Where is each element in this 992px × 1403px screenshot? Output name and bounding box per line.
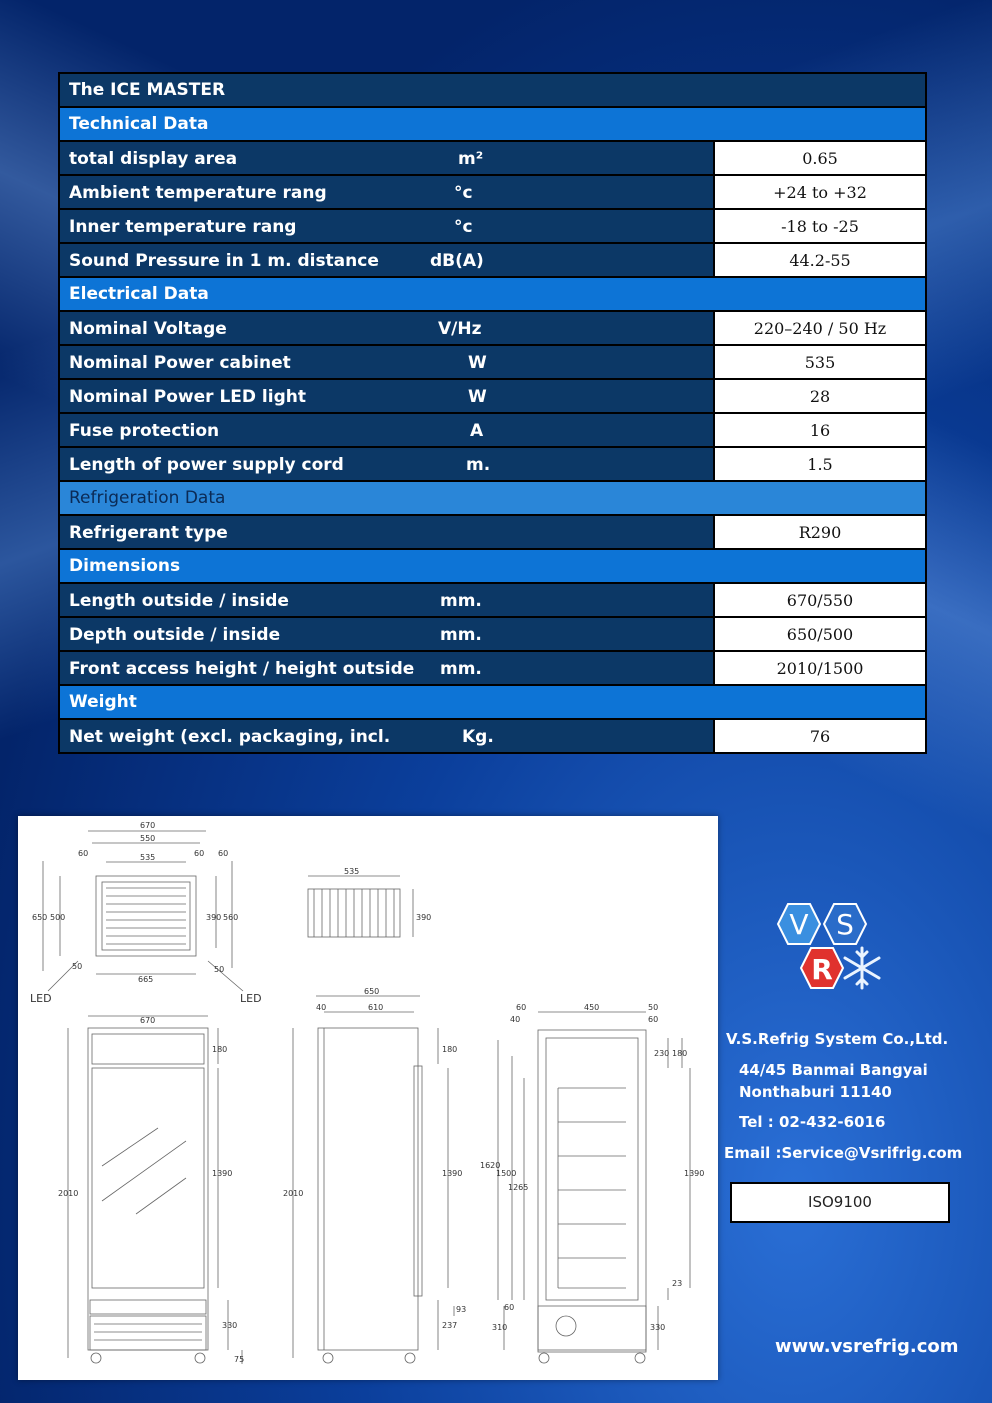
- section-title: Refrigeration Data: [59, 481, 926, 515]
- spec-label-cell: [59, 651, 714, 685]
- spec-label: Nominal Voltage: [69, 319, 227, 339]
- spec-unit: °c: [454, 217, 473, 237]
- section-row: [59, 107, 926, 141]
- top-view-grid: [106, 888, 186, 944]
- dim-text: 60: [648, 1015, 659, 1024]
- dim-text: 180: [212, 1045, 228, 1054]
- dim-text: 2010: [283, 1189, 304, 1198]
- dim-text: 500: [50, 913, 66, 922]
- dim-text: 50: [214, 965, 225, 974]
- spec-label-cell: [59, 141, 714, 175]
- table-row: [59, 583, 926, 617]
- spec-value: 220–240 / 50 Hz: [714, 311, 926, 345]
- spec-label-cell: [59, 515, 714, 549]
- spec-label-cell: [59, 583, 714, 617]
- table-row: [59, 311, 926, 345]
- company-name: V.S.Refrig System Co.,Ltd.: [726, 1030, 949, 1048]
- dim-text: 550: [140, 834, 156, 843]
- spec-unit: mm.: [440, 625, 482, 645]
- spec-label-cell: [59, 345, 714, 379]
- dim-text: 390: [206, 913, 222, 922]
- company-email: Email :Service@Vsrifrig.com: [724, 1144, 963, 1162]
- spec-label: Nominal Power LED light: [69, 387, 306, 407]
- spec-label: Inner temperature rang: [69, 217, 297, 237]
- spec-unit: mm.: [440, 591, 482, 611]
- spec-value: 28: [714, 379, 926, 413]
- spec-value: 0.65: [714, 141, 926, 175]
- dim-text: 50: [72, 962, 83, 971]
- table-title-row: [59, 73, 926, 107]
- spec-unit: W: [468, 387, 487, 407]
- dim-text: 93: [456, 1305, 467, 1314]
- dim-text: 560: [223, 913, 239, 922]
- dim-text: 40: [510, 1015, 521, 1024]
- spec-table: [58, 72, 927, 754]
- spec-value: 535: [714, 345, 926, 379]
- dim-text: 1500: [496, 1169, 517, 1178]
- spec-label-cell: [59, 209, 714, 243]
- spec-unit: m²: [458, 149, 484, 169]
- spec-unit: V/Hz: [438, 319, 482, 339]
- company-phone: Tel : 02-432-6016: [739, 1113, 886, 1131]
- dim-text: 180: [672, 1049, 688, 1058]
- spec-label: Nominal Power cabinet: [69, 353, 291, 373]
- dim-text: 1390: [442, 1169, 463, 1178]
- section-title: Technical Data: [59, 107, 926, 141]
- led-label-left: LED: [30, 992, 52, 1005]
- dim-text: 50: [648, 1003, 659, 1012]
- dim-text: 23: [672, 1279, 683, 1288]
- iso-badge: ISO9100: [730, 1182, 950, 1223]
- section-row: [59, 685, 926, 719]
- dim-text: 60: [194, 849, 205, 858]
- table-title: The ICE MASTER: [59, 73, 926, 107]
- spec-unit: W: [468, 353, 487, 373]
- spec-label-cell: [59, 175, 714, 209]
- dim-text: 1390: [684, 1169, 705, 1178]
- dim-text: 610: [368, 1003, 384, 1012]
- dim-text: 60: [516, 1003, 527, 1012]
- table-row: [59, 719, 926, 753]
- dim-text: 40: [316, 1003, 327, 1012]
- dim-text: 230: [654, 1049, 670, 1058]
- spec-label: Fuse protection: [69, 421, 220, 441]
- website-link[interactable]: www.vsrefrig.com: [775, 1336, 959, 1357]
- table-row: [59, 141, 926, 175]
- logo-letter: V: [789, 908, 809, 941]
- spec-value: R290: [714, 515, 926, 549]
- table-row: [59, 209, 926, 243]
- dim-text: 330: [222, 1321, 238, 1330]
- logo-letter: S: [836, 908, 854, 941]
- spec-label: total display area: [69, 149, 238, 169]
- dim-text: 1620: [480, 1161, 501, 1170]
- dim-text: 1390: [212, 1169, 233, 1178]
- spec-label: Sound Pressure in 1 m. distance: [69, 251, 379, 271]
- dim-text: 650: [364, 987, 380, 996]
- section-title: Weight: [59, 685, 926, 719]
- led-label-right: LED: [240, 992, 262, 1005]
- spec-label: Length of power supply cord: [69, 455, 344, 475]
- spec-label-cell: [59, 719, 714, 753]
- spec-unit: m.: [466, 455, 491, 475]
- spec-unit: dB(A): [430, 251, 484, 271]
- dim-text: 75: [234, 1355, 245, 1364]
- spec-label-cell: [59, 379, 714, 413]
- dim-text: 60: [504, 1303, 515, 1312]
- spec-value: -18 to -25: [714, 209, 926, 243]
- spec-value: 670/550: [714, 583, 926, 617]
- spec-label-cell: [59, 447, 714, 481]
- spec-label-cell: [59, 617, 714, 651]
- spec-label-cell: [59, 413, 714, 447]
- dim-text: 237: [442, 1321, 458, 1330]
- spec-label: Ambient temperature rang: [69, 183, 327, 203]
- technical-drawing: [18, 816, 718, 1380]
- section-row: [59, 277, 926, 311]
- spec-value: 2010/1500: [714, 651, 926, 685]
- dim-text: 535: [140, 853, 156, 862]
- dim-text: 650: [32, 913, 48, 922]
- table-row: [59, 651, 926, 685]
- spec-label-cell: [59, 243, 714, 277]
- dim-text: 330: [650, 1323, 666, 1332]
- dim-text: 60: [78, 849, 89, 858]
- table-row: [59, 379, 926, 413]
- dim-text: 450: [584, 1003, 600, 1012]
- dim-text: 1265: [508, 1183, 529, 1192]
- spec-value: 1.5: [714, 447, 926, 481]
- spec-unit: A: [470, 421, 484, 441]
- dim-text: 180: [442, 1045, 458, 1054]
- table-row: [59, 617, 926, 651]
- logo-letter: R: [811, 953, 833, 986]
- company-address-line2: Nonthaburi 11140: [739, 1083, 892, 1101]
- table-row: [59, 243, 926, 277]
- spec-value: +24 to +32: [714, 175, 926, 209]
- section-title: Electrical Data: [59, 277, 926, 311]
- snowflake-icon: [845, 948, 879, 988]
- spec-value: 44.2-55: [714, 243, 926, 277]
- company-address-line1: 44/45 Banmai Bangyai: [739, 1061, 928, 1079]
- spec-value: 76: [714, 719, 926, 753]
- spec-value: 16: [714, 413, 926, 447]
- dim-text: 2010: [58, 1189, 79, 1198]
- vsr-logo: [762, 902, 892, 1002]
- dim-text: 60: [218, 849, 229, 858]
- spec-label-cell: [59, 311, 714, 345]
- dim-text: 390: [416, 913, 432, 922]
- table-row: [59, 175, 926, 209]
- spec-label: Depth outside / inside: [69, 625, 281, 645]
- spec-unit: Kg.: [462, 727, 494, 747]
- table-row: [59, 413, 926, 447]
- spec-unit: mm.: [440, 659, 482, 679]
- spec-value: 650/500: [714, 617, 926, 651]
- dim-text: 670: [140, 1016, 156, 1025]
- table-row: [59, 345, 926, 379]
- table-row: [59, 515, 926, 549]
- section-row: [59, 481, 926, 515]
- spec-label: Net weight (excl. packaging, incl.: [69, 727, 391, 747]
- spec-label: Front access height / height outside: [69, 659, 415, 679]
- spec-label: Refrigerant type: [69, 523, 228, 543]
- spec-label: Length outside / inside: [69, 591, 289, 611]
- section-row: [59, 549, 926, 583]
- dim-text: 670: [140, 821, 156, 830]
- dim-text: 310: [492, 1323, 508, 1332]
- section-title: Dimensions: [59, 549, 926, 583]
- dim-text: 665: [138, 975, 154, 984]
- dim-text: 535: [344, 867, 360, 876]
- spec-unit: °c: [454, 183, 473, 203]
- table-row: [59, 447, 926, 481]
